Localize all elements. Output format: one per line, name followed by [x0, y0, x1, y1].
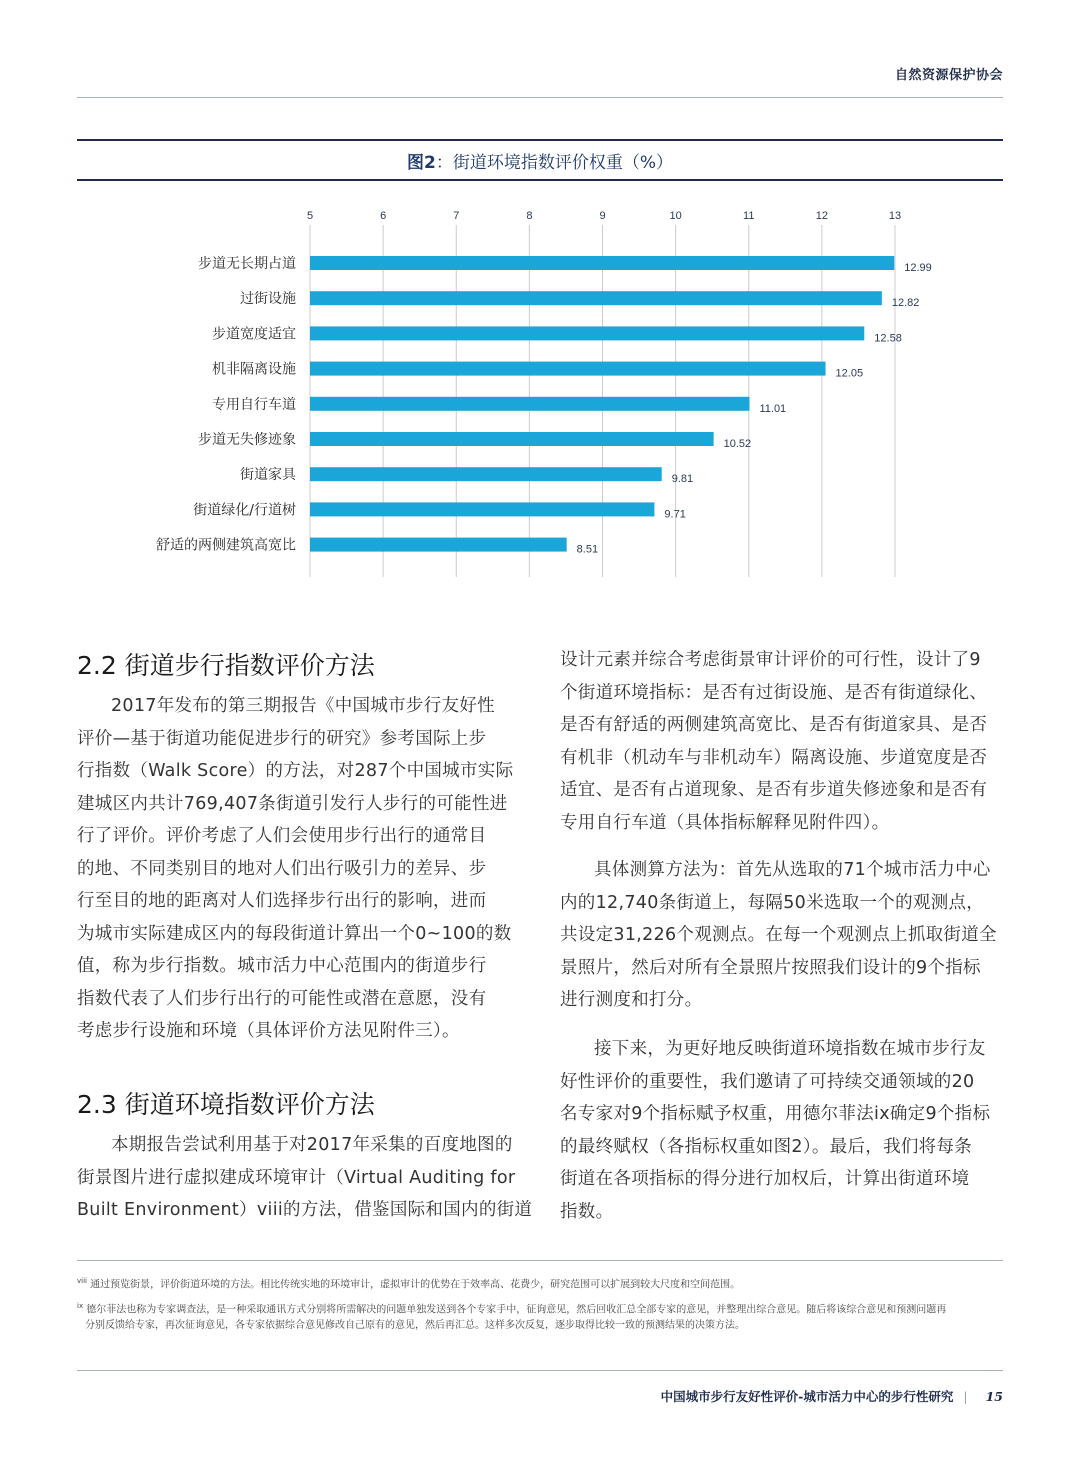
text-line: 值，称为步行指数。城市活力中心范围内的街道步行	[77, 956, 487, 976]
text-line: 内的12,740条街道上，每隔50米选取一个的观测点，	[560, 892, 985, 913]
category-label: 步道宽度适宜	[212, 326, 296, 343]
footer-rule	[77, 1370, 1003, 1371]
text-line: 本期报告尝试利用基于对2017年采集的百度地图的	[111, 1135, 513, 1155]
value-label: 12.05	[835, 367, 864, 380]
footnote-ix-mark: ix	[77, 1302, 84, 1310]
bar	[310, 256, 894, 270]
footer-separator: |	[963, 1389, 968, 1404]
text-line: 设计元素并综合考虑街景审计评价的可行性，设计了9	[560, 650, 981, 670]
footnote-ix-text-1: 德尔菲法也称为专家调查法，是一种采取通讯方式分别将所需解决的问题单独发送到各个专家手中，征询意见，然后回收汇总全部专家的意见，并整理出综合意见。随后将该综合意见和预测问题再	[86, 1304, 947, 1316]
category-label: 机非隔离设施	[212, 361, 296, 378]
right-paragraph-3	[560, 1033, 1005, 1228]
footer-title: 中国城市步行友好性评价-城市活力中心的步行性研究	[660, 1389, 954, 1404]
text-line: 进行测度和打分。	[560, 990, 703, 1010]
figure-label: 图2	[407, 153, 436, 173]
text-line: 街景图片进行虚拟建成环境审计（Virtual Auditing for	[77, 1167, 516, 1188]
bar	[310, 467, 662, 481]
text-line: 名专家对9个指标赋予权重，用德尔菲法ix确定9个指标	[560, 1104, 991, 1124]
footnote-viii	[77, 1273, 1003, 1293]
bar	[310, 397, 749, 411]
text-line: 共设定31,226个观测点。在每一个观测点上抓取街道全	[560, 925, 997, 945]
text-line: 评价—基于街道功能促进步行的研究》参考国际上步	[77, 728, 487, 749]
section-2-2-paragraph	[77, 690, 527, 1048]
x-tick-label: 11	[743, 210, 755, 222]
x-tick-label: 5	[306, 210, 314, 222]
bar	[310, 502, 654, 516]
x-tick-label: 6	[380, 210, 387, 222]
x-tick-label: 10	[669, 210, 682, 222]
section-heading-2-2: 2.2 街道步行指数评价方法	[77, 651, 375, 680]
value-label: 12.58	[874, 332, 902, 345]
page-number: 15	[985, 1389, 1003, 1404]
text-line: 为城市实际建成区内的每段街道计算出一个0~100的数	[77, 923, 512, 944]
value-label: 9.81	[671, 473, 694, 486]
text-line: 考虑步行设施和环境（具体评价方法见附件三）。	[77, 1021, 460, 1041]
value-label: 11.01	[759, 402, 787, 415]
text-line: 行指数（Walk Score）的方法，对287个中国城市实际	[77, 761, 514, 781]
text-line: Built Environment）viii的方法，借鉴国际和国内的街道	[77, 1200, 533, 1220]
text-line: 行了评价。评价考虑了人们会使用步行出行的通常目	[77, 826, 487, 846]
right-paragraph-1	[560, 644, 1005, 839]
text-line: 具体测算方法为：首先从选取的71个城市活力中心	[594, 860, 991, 880]
text-line: 个街道环境指标：是否有过街设施、是否有街道绿化、	[560, 682, 988, 703]
figure-title-text: ：街道环境指数评价权重（%）	[435, 153, 673, 173]
text-line: 街道在各项指标的得分进行加权后，计算出街道环境	[560, 1169, 970, 1189]
footnote-rule	[77, 1260, 1003, 1261]
x-tick-label: 13	[888, 210, 902, 222]
text-line: 适宜、是否有占道现象、是否有步道失修迹象和是否有	[560, 780, 988, 800]
footnote-viii-mark: viii	[77, 1277, 87, 1285]
value-label: 9.71	[664, 508, 686, 521]
footnote-viii-text: 通过预览街景，评价街道环境的方法。相比传统实地的环境审计，虚拟审计的优势在于效率高、花费少，研究范围可以扩展到较大尺度和空间范围。	[90, 1279, 741, 1291]
text-line: 建城区内共计769,407条街道引发行人步行的可能性进	[77, 793, 508, 814]
footnote-ix	[77, 1298, 1003, 1334]
figure-top-rule	[77, 139, 1003, 141]
bar	[310, 538, 567, 552]
text-line: 接下来，为更好地反映街道环境指数在城市步行友	[594, 1039, 986, 1059]
figure-bottom-rule	[77, 179, 1003, 181]
category-label: 专用自行车道	[212, 396, 296, 413]
text-line: 专用自行车道（具体指标解释见附件四）。	[560, 812, 890, 833]
value-label: 10.52	[723, 438, 752, 450]
x-tick-label: 8	[526, 210, 533, 222]
figure-title	[77, 148, 1003, 173]
right-paragraph-2	[560, 854, 1005, 1017]
section-heading-2-3: 2.3 街道环境指数评价方法	[77, 1090, 375, 1119]
bar	[310, 326, 864, 340]
x-tick-label: 12	[815, 210, 828, 222]
text-line: 好性评价的重要性，我们邀请了可持续交通领域的20	[560, 1071, 975, 1092]
text-line: 景照片，然后对所有全景照片按照我们设计的9个指标	[560, 957, 981, 978]
text-line: 的最终赋权（各指标权重如图2）。最后，我们将每条	[560, 1136, 973, 1157]
text-line: 指数代表了人们步行出行的可能性或潜在意愿，没有	[77, 988, 487, 1009]
bar	[310, 362, 826, 376]
x-tick-label: 9	[599, 210, 606, 222]
header-organization: 自然资源保护协会	[894, 68, 1003, 83]
section-2-3-paragraph	[77, 1129, 533, 1227]
header-rule	[77, 97, 1003, 98]
category-label: 步道无长期占道	[198, 256, 296, 272]
category-label: 舒适的两侧建筑高宽比	[156, 537, 296, 554]
footnote-ix-text-2: 分别反馈给专家，再次征询意见，各专家依据综合意见修改自己原有的意见，然后再汇总。这样多次反复，逐步取得比较一致的预测结果的决策方法。	[85, 1320, 745, 1332]
value-label: 8.51	[576, 543, 599, 556]
category-label: 街道家具	[240, 467, 296, 484]
category-label: 街道绿化/行道树	[193, 502, 296, 519]
text-line: 2017年发布的第三期报告《中国城市步行友好性	[111, 696, 495, 716]
value-label: 12.82	[891, 297, 920, 310]
text-line: 指数。	[560, 1201, 614, 1222]
text-line: 有机非（机动车与非机动车）隔离设施、步道宽度是否	[560, 747, 988, 768]
bar-chart	[0, 195, 1080, 595]
footer	[661, 1387, 1003, 1405]
value-label: 12.99	[904, 262, 932, 274]
x-tick-label: 7	[453, 210, 460, 222]
text-line: 行至目的地的距离对人们选择步行出行的影响，进而	[77, 891, 487, 911]
bar	[310, 291, 882, 305]
category-label: 步道无失修迹象	[198, 432, 296, 448]
text-line: 的地、不同类别目的地对人们出行吸引力的差异、步	[77, 858, 487, 879]
text-line: 是否有舒适的两侧建筑高宽比、是否有街道家具、是否	[560, 715, 988, 735]
category-label: 过街设施	[240, 291, 296, 308]
bar	[310, 432, 714, 446]
